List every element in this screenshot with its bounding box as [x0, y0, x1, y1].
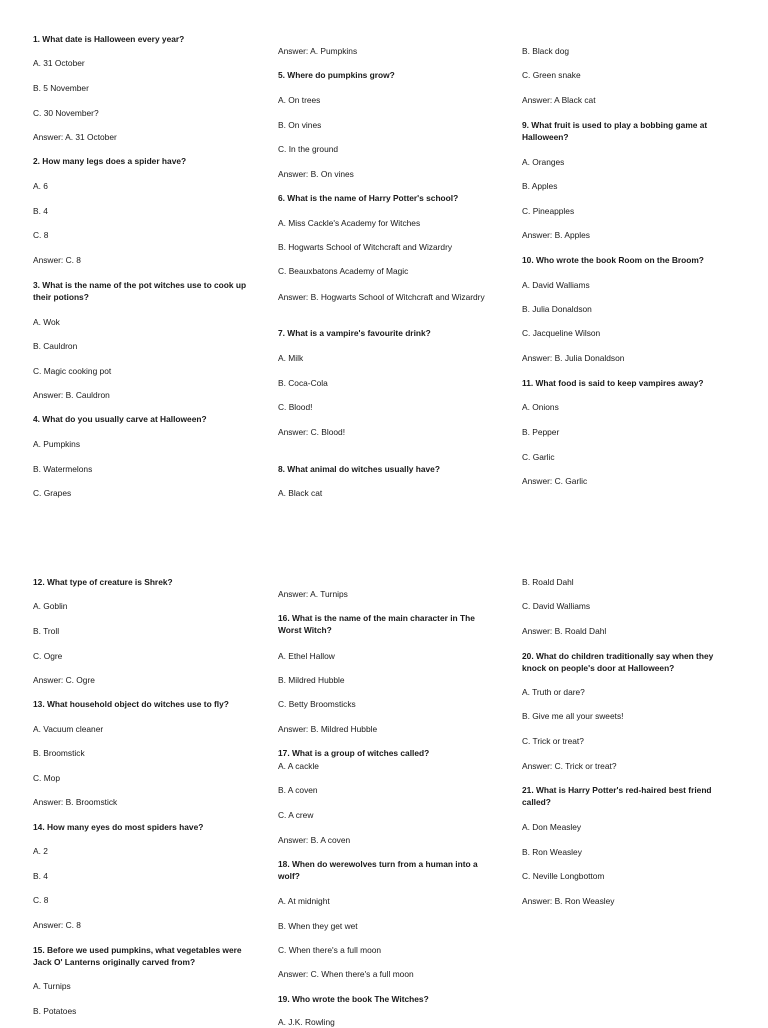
quiz-line: Answer: C. Trick or treat?	[522, 761, 617, 771]
quiz-line: C. Beauxbatons Academy of Magic	[278, 266, 409, 276]
quiz-line: Answer: B. Mildred Hubble	[278, 724, 378, 734]
quiz-line: Answer: B. Cauldron	[33, 390, 110, 400]
quiz-line: Answer: B. On vines	[278, 169, 354, 179]
quiz-line: C. 8	[33, 895, 49, 905]
quiz-line: C. Grapes	[33, 488, 72, 498]
quiz-line: B. Broomstick	[33, 748, 85, 758]
quiz-line: 3. What is the name of the pot witches use to cook up their potions?	[33, 280, 247, 302]
quiz-line: Answer: B. A coven	[278, 835, 351, 845]
quiz-line: 7. What is a vampire's favourite drink?	[278, 328, 431, 338]
quiz-line: 17. What is a group of witches called?	[278, 748, 430, 758]
quiz-line: A. Miss Cackle's Academy for Witches	[278, 218, 421, 228]
quiz-line: 15. Before we used pumpkins, what vegetables were Jack O' Lanterns originally carved from?	[33, 945, 242, 967]
quiz-line: A. Truth or dare?	[522, 687, 585, 697]
quiz-line: B. Coca-Cola	[278, 378, 328, 388]
quiz-line: A. Goblin	[33, 601, 68, 611]
quiz-line: C. Neville Longbottom	[522, 871, 605, 881]
quiz-line: B. Cauldron	[33, 341, 78, 351]
quiz-line: Answer: C. 8	[33, 920, 81, 930]
quiz-line: B. Roald Dahl	[522, 577, 574, 587]
quiz-line: B. A coven	[278, 785, 318, 795]
quiz-line: B. Apples	[522, 181, 558, 191]
quiz-line: Answer: B. Julia Donaldson	[522, 353, 625, 363]
quiz-line: B. On vines	[278, 120, 322, 130]
quiz-line: Answer: B. Ron Weasley	[522, 896, 615, 906]
quiz-line: 11. What food is said to keep vampires away?	[522, 378, 704, 388]
quiz-line: C. Betty Broomsticks	[278, 699, 356, 709]
quiz-line: 2. How many legs does a spider have?	[33, 156, 187, 166]
quiz-line: A. A cackle	[278, 761, 319, 771]
quiz-line: 12. What type of creature is Shrek?	[33, 577, 173, 587]
quiz-line: A. Don Measley	[522, 822, 582, 832]
quiz-line: A. Ethel Hallow	[278, 651, 335, 661]
quiz-line: C. Ogre	[33, 651, 63, 661]
quiz-line: C. 8	[33, 230, 49, 240]
quiz-line: A. On trees	[278, 95, 321, 105]
quiz-line: 9. What fruit is used to play a bobbing game at Halloween?	[522, 120, 708, 142]
quiz-line: C. Magic cooking pot	[33, 366, 112, 376]
quiz-line: 6. What is the name of Harry Potter's school?	[278, 193, 459, 203]
quiz-line: C. Green snake	[522, 70, 581, 80]
quiz-line: A. Milk	[278, 353, 304, 363]
quiz-line: B. 4	[33, 871, 48, 881]
quiz-line: Answer: A. 31 October	[33, 132, 117, 142]
quiz-line: C. David Walliams	[522, 601, 591, 611]
quiz-line: A. Oranges	[522, 157, 565, 167]
quiz-line: C. Mop	[33, 773, 60, 783]
quiz-line: A. Pumpkins	[33, 439, 81, 449]
quiz-line: B. Potatoes	[33, 1006, 77, 1016]
quiz-line: Answer: C. Ogre	[33, 675, 95, 685]
quiz-line: Answer: A. Pumpkins	[278, 46, 358, 56]
quiz-line: 21. What is Harry Potter's red-haired best friend called?	[522, 785, 712, 807]
quiz-line: B. 5 November	[33, 83, 89, 93]
quiz-line: 20. What do children traditionally say when they knock on people's door at Halloween?	[522, 651, 714, 673]
quiz-line: 18. When do werewolves turn from a human into a wolf?	[278, 859, 478, 881]
quiz-line: A. Wok	[33, 317, 60, 327]
quiz-line: C. When there's a full moon	[278, 945, 382, 955]
quiz-line: Answer: B. Roald Dahl	[522, 626, 607, 636]
quiz-line: Answer: C. Blood!	[278, 427, 346, 437]
quiz-line: A. Onions	[522, 402, 559, 412]
quiz-line: C. A crew	[278, 810, 314, 820]
quiz-line: B. Julia Donaldson	[522, 304, 592, 314]
quiz-line: Answer: A. Turnips	[278, 589, 348, 599]
quiz-line: B. Troll	[33, 626, 60, 636]
quiz-line: A. Black cat	[278, 488, 323, 498]
quiz-line: A. Vacuum cleaner	[33, 724, 104, 734]
quiz-line: B. When they get wet	[278, 921, 358, 931]
quiz-line: Answer: C. 8	[33, 255, 81, 265]
quiz-line: A. At midnight	[278, 896, 330, 906]
quiz-line: B. Black dog	[522, 46, 570, 56]
quiz-line: B. Watermelons	[33, 464, 93, 474]
quiz-line: Answer: B. Broomstick	[33, 797, 118, 807]
quiz-line: B. 4	[33, 206, 48, 216]
quiz-line: A. 6	[33, 181, 48, 191]
quiz-line: C. Jacqueline Wilson	[522, 328, 601, 338]
quiz-line: 5. Where do pumpkins grow?	[278, 70, 395, 80]
quiz-line: B. Hogwarts School of Witchcraft and Wizardry	[278, 242, 453, 252]
quiz-line: 1. What date is Halloween every year?	[33, 34, 185, 44]
quiz-line: Answer: A Black cat	[522, 95, 596, 105]
quiz-line: Answer: C. When there's a full moon	[278, 969, 414, 979]
quiz-line: A. 2	[33, 846, 48, 856]
quiz-line: C. Pineapples	[522, 206, 575, 216]
quiz-line: 13. What household object do witches use to fly?	[33, 699, 229, 709]
quiz-line: A. Turnips	[33, 981, 71, 991]
quiz-line: Answer: B. Apples	[522, 230, 590, 240]
quiz-line: B. Ron Weasley	[522, 847, 582, 857]
quiz-line: A. J.K. Rowling	[278, 1017, 335, 1027]
quiz-line: C. Garlic	[522, 452, 555, 462]
quiz-line: 8. What animal do witches usually have?	[278, 464, 440, 474]
quiz-line: 14. How many eyes do most spiders have?	[33, 822, 204, 832]
quiz-line: 4. What do you usually carve at Halloween?	[33, 414, 207, 424]
quiz-line: C. In the ground	[278, 144, 339, 154]
quiz-line: 10. Who wrote the book Room on the Broom?	[522, 255, 704, 265]
quiz-line: C. Blood!	[278, 402, 313, 412]
quiz-line: Answer: C. Garlic	[522, 476, 588, 486]
quiz-line: B. Mildred Hubble	[278, 675, 345, 685]
quiz-line: 16. What is the name of the main character in The Worst Witch?	[278, 613, 475, 635]
quiz-line: A. 31 October	[33, 58, 85, 68]
quiz-line: 19. Who wrote the book The Witches?	[278, 994, 429, 1004]
quiz-line: A. David Walliams	[522, 280, 590, 290]
quiz-line: C. 30 November?	[33, 108, 99, 118]
quiz-line: B. Give me all your sweets!	[522, 711, 624, 721]
quiz-line: B. Pepper	[522, 427, 560, 437]
quiz-line: C. Trick or treat?	[522, 736, 584, 746]
quiz-line: Answer: B. Hogwarts School of Witchcraft and Wizardry	[278, 292, 485, 302]
